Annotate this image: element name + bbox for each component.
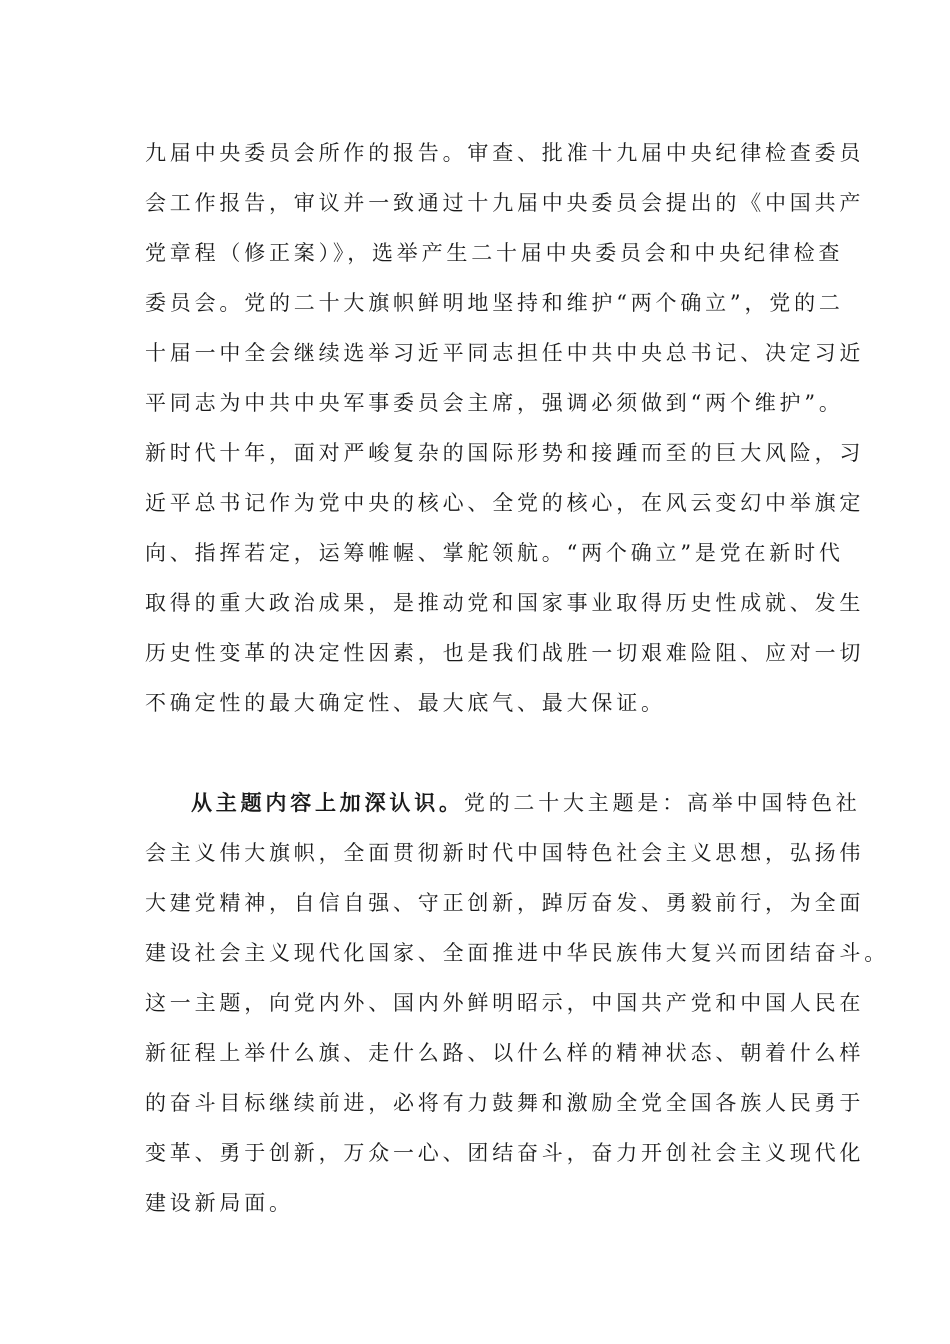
text-line: 委员会。党的二十大旗帜鲜明地坚持和维护“两个确立”，党的二 (145, 291, 844, 315)
text-line: 新时代十年，面对严峻复杂的国际形势和接踵而至的巨大风险，习 (145, 441, 865, 465)
text-line: 九届中央委员会所作的报告。审查、批准十九届中央纪律检查委员 (145, 141, 865, 165)
text-line: 平同志为中共中央军事委员会主席，强调必须做到“两个维护”。 (145, 391, 844, 415)
text-line: 不确定性的最大确定性、最大底气、最大保证。 (145, 691, 666, 715)
text-line: 取得的重大政治成果，是推动党和国家事业取得历史性成就、发生 (145, 591, 865, 615)
text-line: 向、指挥若定，运筹帷幄、掌舵领航。“两个确立”是党在新时代 (145, 541, 844, 565)
text-line: 近平总书记作为党中央的核心、全党的核心，在风云变幻中举旗定 (145, 491, 865, 515)
text-line-first (145, 778, 861, 828)
text-line: 建设社会主义现代化国家、全面推进中华民族伟大复兴而团结奋斗。 (145, 941, 889, 965)
paragraph-theme-content (145, 778, 889, 1228)
text-line: 这一主题，向党内外、国内外鲜明昭示，中国共产党和中国人民在 (145, 991, 865, 1015)
text-line: 会工作报告，审议并一致通过十九届中央委员会提出的《中国共产 (145, 191, 865, 215)
text-line: 的奋斗目标继续前进，必将有力鼓舞和激励全党全国各族人民勇于 (145, 1091, 865, 1115)
text-line: 十届一中全会继续选举习近平同志担任中共中央总书记、决定习近 (145, 341, 865, 365)
paragraph-two-establishments (145, 128, 865, 728)
text-line: 建设新局面。 (145, 1191, 294, 1215)
paragraph-lead-heading: 从主题内容上加深认识。 (191, 790, 464, 815)
text-line: 新征程上举什么旗、走什么路、以什么样的精神状态、朝着什么样 (145, 1041, 865, 1065)
text-line: 变革、勇于创新，万众一心、团结奋斗，奋力开创社会主义现代化 (145, 1141, 865, 1165)
text-line: 大建党精神，自信自强、守正创新，踔厉奋发、勇毅前行，为全面 (145, 891, 865, 915)
text-line: 会主义伟大旗帜，全面贯彻新时代中国特色社会主义思想，弘扬伟 (145, 841, 865, 865)
text-line: 党章程（修正案）》，选举产生二十届中央委员会和中央纪律检查 (145, 241, 844, 265)
text-line-rest: 党的二十大主题是：高举中国特色社 (463, 791, 861, 815)
text-line: 历史性变革的决定性因素，也是我们战胜一切艰难险阻、应对一切 (145, 641, 865, 665)
